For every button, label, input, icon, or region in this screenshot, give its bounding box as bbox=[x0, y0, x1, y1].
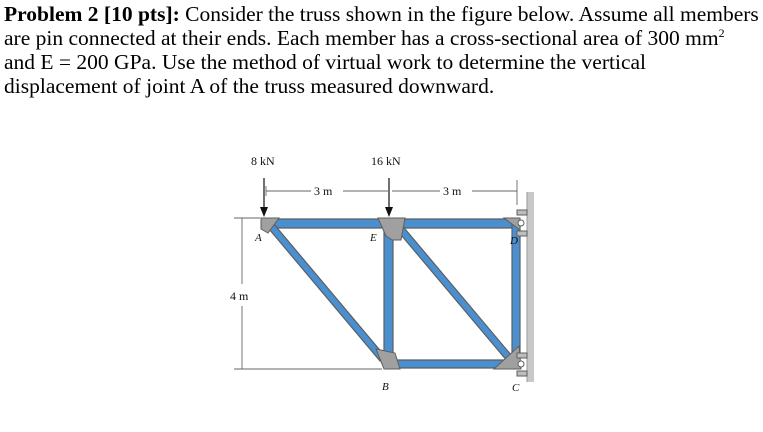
pin-support-d bbox=[517, 210, 527, 236]
load-arrow-a bbox=[260, 178, 268, 217]
load-label-a: 8 kN bbox=[251, 154, 275, 168]
joint-label-b: B bbox=[382, 381, 389, 393]
gusset-b bbox=[376, 349, 400, 369]
dimension-label-ae: 3 m bbox=[314, 184, 333, 198]
member-ec bbox=[391, 223, 517, 362]
joint-label-c: C bbox=[512, 382, 520, 394]
truss-members bbox=[262, 219, 520, 368]
member-ae bbox=[262, 219, 390, 228]
joint-label-e: E bbox=[370, 232, 377, 244]
load-label-e: 16 kN bbox=[371, 154, 401, 168]
area-unit-exponent: 2 bbox=[718, 26, 725, 40]
gusset-e bbox=[378, 218, 405, 240]
member-eb bbox=[384, 226, 393, 362]
problem-text-part-2: and E = 200 GPa. Use the method of virtual work to determine the vertical displacement of joint A of the truss measured downward. bbox=[4, 50, 647, 98]
dimension-label-height: 4 m bbox=[230, 289, 249, 303]
joint-label-a: A bbox=[255, 232, 262, 244]
problem-text-part-1: Consider the truss shown in the figure below. Assume all members are pin connected at their ends. Each member has a cross-sectional area of 300 mm bbox=[4, 2, 759, 50]
pin-support-c bbox=[517, 353, 527, 376]
dimension-top bbox=[266, 180, 517, 205]
problem-heading: Problem 2 [10 pts]: bbox=[4, 2, 180, 26]
joint-label-d: D bbox=[510, 235, 518, 247]
member-ed bbox=[390, 219, 517, 228]
load-arrow-e bbox=[385, 178, 393, 217]
dimension-label-ed: 3 m bbox=[443, 184, 462, 198]
wall-support bbox=[527, 192, 534, 382]
